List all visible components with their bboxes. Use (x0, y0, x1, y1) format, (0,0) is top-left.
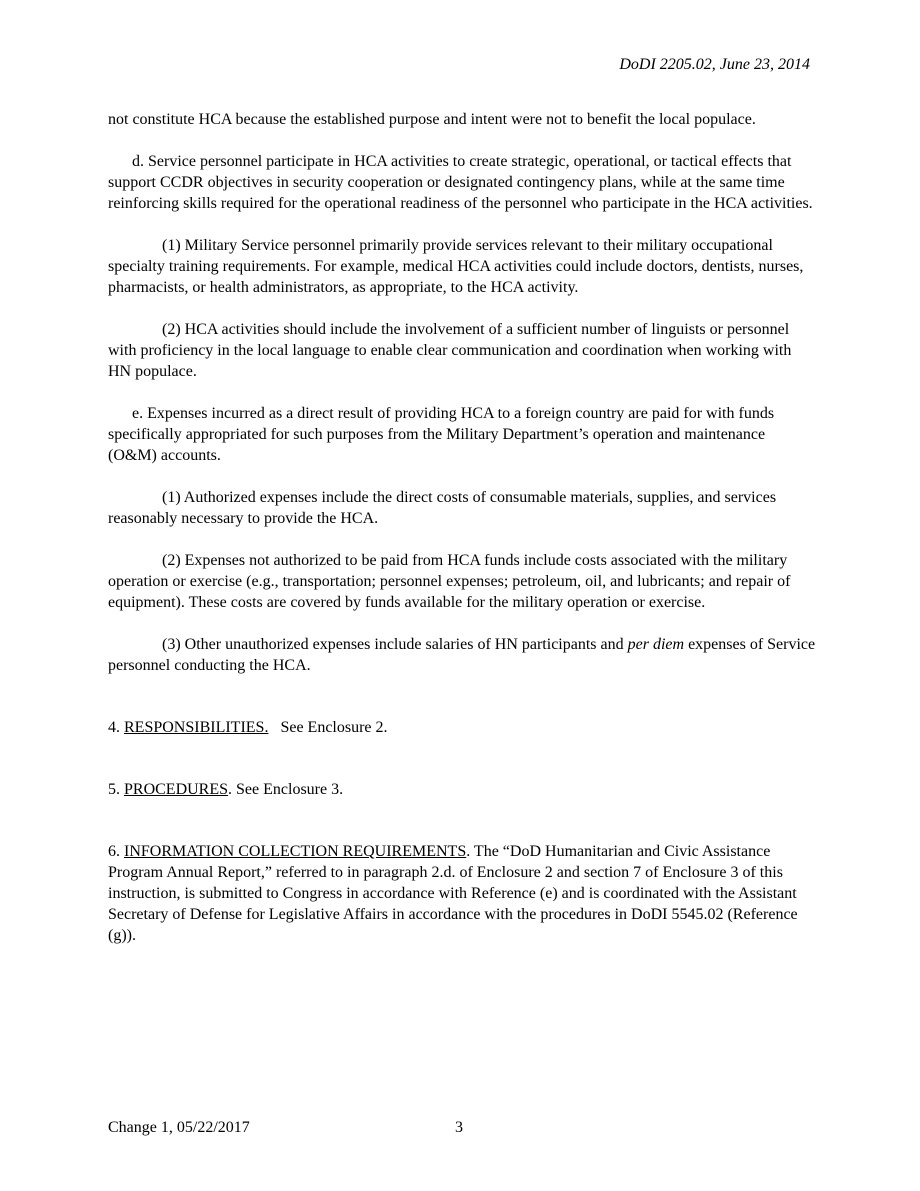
section-4 (108, 717, 816, 738)
paragraph-d: d. Service personnel participate in HCA activities to create strategic, operational, or tactical effects that support CCDR objectives in security cooperation or designated contingency plans, while at the same time reinforcing skills required for the operational readiness of the personnel who participate in the HCA activities. (108, 153, 813, 212)
footer-change-note: Change 1, 05/22/2017 (108, 1119, 250, 1136)
section-4-title: RESPONSIBILITIES. (124, 719, 269, 736)
section-6 (108, 841, 816, 946)
paragraph-continuation: not constitute HCA because the established purpose and intent were not to benefit the local populace. (108, 111, 756, 128)
section-6-number: 6. (108, 843, 124, 860)
section-6-title: INFORMATION COLLECTION REQUIREMENTS (124, 843, 467, 860)
section-5-text: . See Enclosure 3. (228, 781, 344, 798)
section-4-number: 4. (108, 719, 124, 736)
body-text (108, 109, 816, 946)
paragraph-e-3-text: (3) Other unauthorized expenses include salaries of HN participants and (162, 636, 628, 653)
running-header: DoDI 2205.02, June 23, 2014 (619, 56, 810, 73)
paragraph-d-2: (2) HCA activities should include the involvement of a sufficient number of linguists or personnel with proficiency in the local language to enable clear communication and coordination when working with HN populace. (108, 321, 792, 380)
paragraph-e-1: (1) Authorized expenses include the direct costs of consumable materials, supplies, and services reasonably necessary to provide the HCA. (108, 489, 777, 527)
section-6-text: . The “DoD Humanitarian and Civic Assistance Program Annual Report,” referred to in paragraph 2.d. of Enclosure 2 and section 7 of Enclosure 3 of this instruction, is submitted to Congress in accordance with Reference (e) and is coordinated with the Assistant Secretary of Defense for Legislative Affairs in accordance with the procedures in DoDI 5545.02 (Reference (g)). (108, 843, 798, 944)
section-5 (108, 779, 816, 800)
section-4-text: See Enclosure 2. (268, 719, 388, 736)
paragraph-e: e. Expenses incurred as a direct result of providing HCA to a foreign country are paid for with funds specifically appropriated for such purposes from the Military Department’s operation and maintenance (O&M) accounts. (108, 405, 775, 464)
paragraph-e-2: (2) Expenses not authorized to be paid from HCA funds include costs associated with the military operation or exercise (e.g., transportation; personnel expenses; petroleum, oil, and lubricants; and repair of equipment). These costs are covered by funds available for the military operation or exercise. (108, 552, 791, 611)
section-5-number: 5. (108, 781, 124, 798)
paragraph-e-3 (108, 634, 816, 676)
page-number: 3 (455, 1119, 463, 1136)
paragraph-e-3-end: expenses of Service personnel conducting the HCA. (108, 636, 816, 674)
section-5-title: PROCEDURES (124, 781, 229, 798)
paragraph-e-3-italic: per diem (627, 636, 685, 653)
paragraph-d-1: (1) Military Service personnel primarily provide services relevant to their military occupational specialty training requirements. For example, medical HCA activities could include doctors, dentists, nurses, pharmacists, or health administrators, as appropriate, to the HCA activity. (108, 237, 804, 296)
